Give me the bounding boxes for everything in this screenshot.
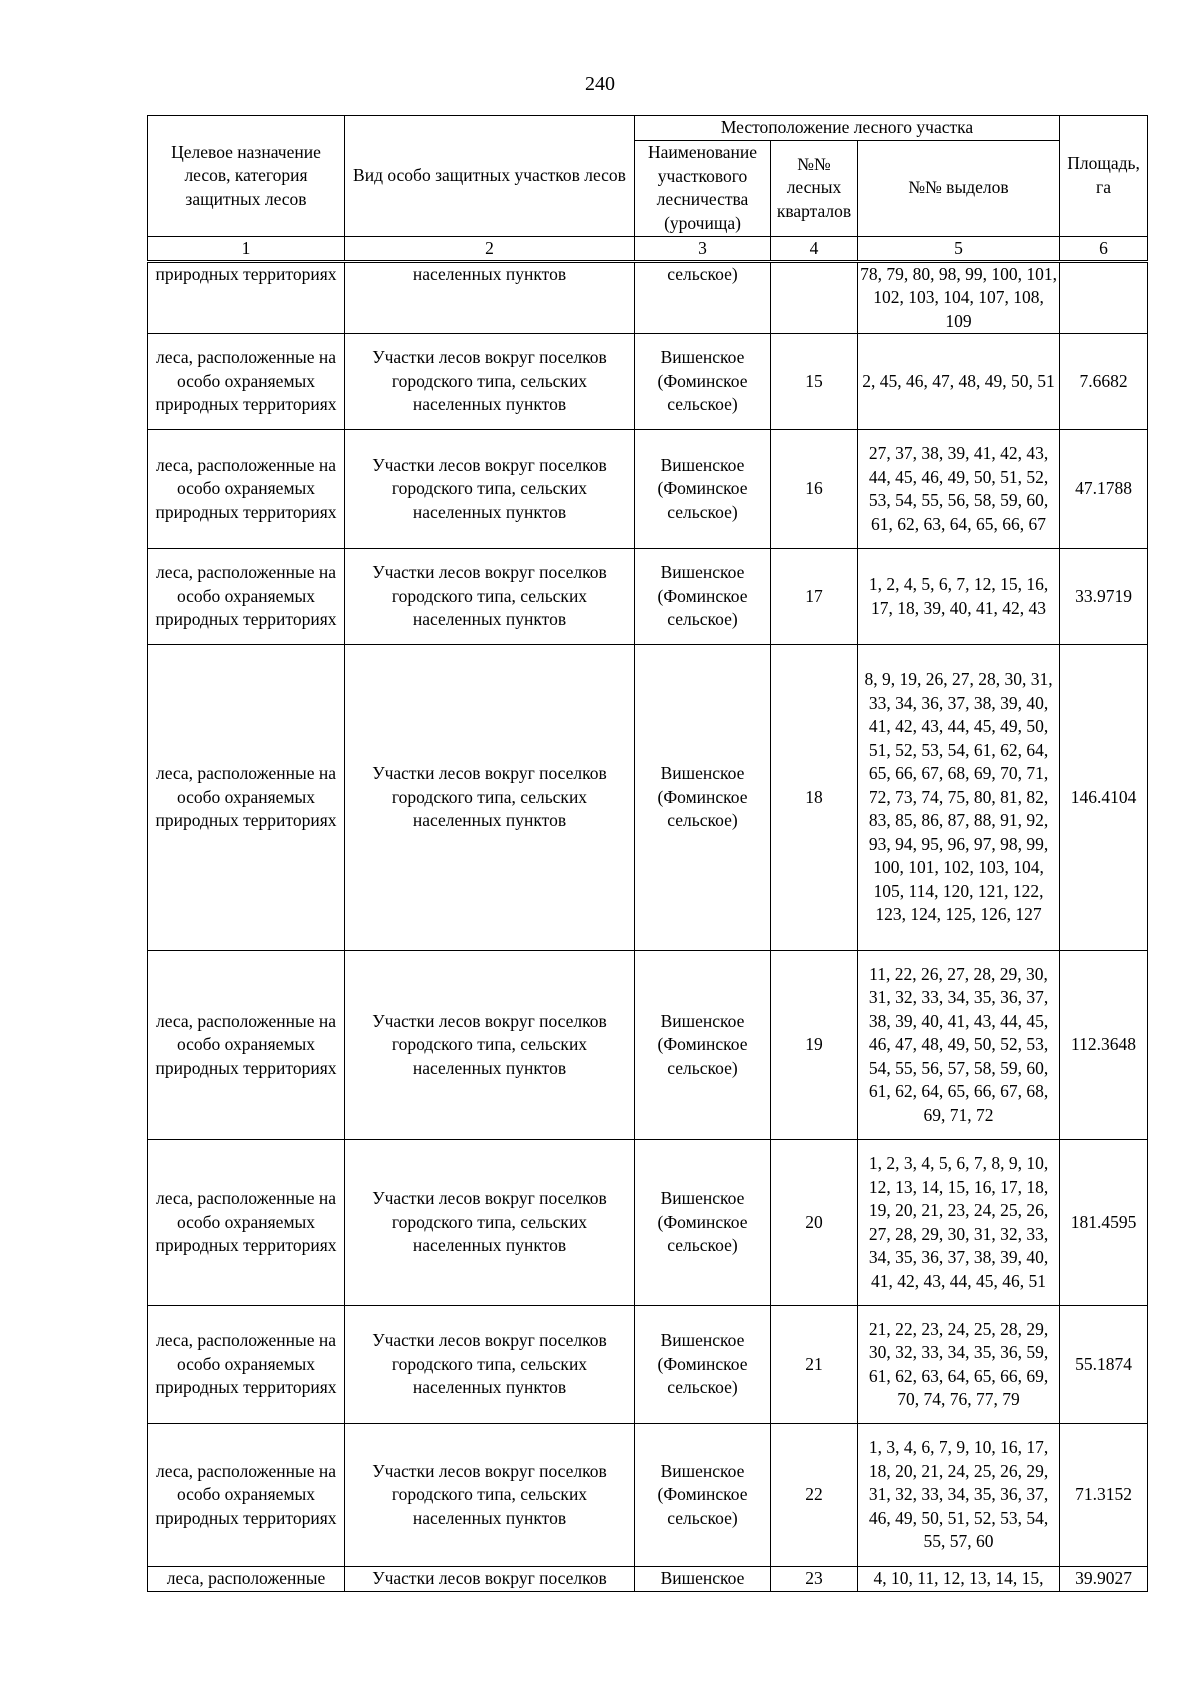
header-location-group: Местоположение лесного участка xyxy=(635,116,1060,141)
cell-purpose: леса, расположенные на особо охраняемых природных территориях xyxy=(148,1424,345,1567)
cell-area: 39.9027 xyxy=(1060,1567,1148,1592)
cell-purpose: леса, расположенные на особо охраняемых природных территориях xyxy=(148,951,345,1140)
cell-type: Участки лесов вокруг поселков городского типа, сельских населенных пунктов xyxy=(345,645,635,951)
cell-area: 146.4104 xyxy=(1060,645,1148,951)
cell-type: Участки лесов вокруг поселков городского типа, сельских населенных пунктов xyxy=(345,1424,635,1567)
cell-plots: 2, 45, 46, 47, 48, 49, 50, 51 xyxy=(858,334,1060,430)
cell-forestry: Вишенское (Фоминское сельское) xyxy=(635,951,771,1140)
forest-plots-table xyxy=(147,115,1148,1592)
page-number: 240 xyxy=(585,73,615,95)
cell-plots: 27, 37, 38, 39, 41, 42, 43, 44, 45, 46, 49, 50, 51, 52, 53, 54, 55, 56, 58, 59, 60, 61, 62, 63, 64, 65, 66, 67 xyxy=(858,430,1060,549)
cell-forestry: Вишенское (Фоминское сельское) xyxy=(635,1140,771,1306)
table-row xyxy=(148,430,1148,549)
cell-forestry: Вишенское (Фоминское сельское) xyxy=(635,549,771,645)
cell-quarter xyxy=(771,261,858,334)
table-row xyxy=(148,1424,1148,1567)
cell-type: Участки лесов вокруг поселков xyxy=(345,1567,635,1592)
cell-type: населенных пунктов xyxy=(345,261,635,334)
table-row xyxy=(148,951,1148,1140)
cell-plots: 78, 79, 80, 98, 99, 100, 101, 102, 103, 104, 107, 108, 109 xyxy=(858,261,1060,334)
cell-type: Участки лесов вокруг поселков городского типа, сельских населенных пунктов xyxy=(345,951,635,1140)
cell-forestry: Вишенское (Фоминское сельское) xyxy=(635,645,771,951)
cell-plots: 8, 9, 19, 26, 27, 28, 30, 31, 33, 34, 36, 37, 38, 39, 40, 41, 42, 43, 44, 45, 49, 50, 51, 52, 53, 54, 61, 62, 64, 65, 66, 67, 68, 69, 70, 71, 72, 73, 74, 75, 80, 81, 82, 83, 85, 86, 87, 88, 91, 92, 93, 94, 95, 96, 97, 98, 99, 100, 101, 102, 103, 104, 105, 114, 120, 121, 122, 123, 124, 125, 126, 127 xyxy=(858,645,1060,951)
header-area: Площадь, га xyxy=(1060,116,1148,237)
cell-purpose: леса, расположенные на особо охраняемых природных территориях xyxy=(148,549,345,645)
cell-quarter: 18 xyxy=(771,645,858,951)
column-number: 3 xyxy=(635,236,771,261)
cell-quarter: 23 xyxy=(771,1567,858,1592)
cell-quarter: 21 xyxy=(771,1306,858,1424)
cell-area: 7.6682 xyxy=(1060,334,1148,430)
cell-quarter: 17 xyxy=(771,549,858,645)
cell-purpose: природных территориях xyxy=(148,261,345,334)
table-row xyxy=(148,1567,1148,1592)
cell-area: 55.1874 xyxy=(1060,1306,1148,1424)
cell-plots: 1, 2, 3, 4, 5, 6, 7, 8, 9, 10, 12, 13, 14, 15, 16, 17, 18, 19, 20, 21, 23, 24, 25, 26, 27, 28, 29, 30, 31, 32, 33, 34, 35, 36, 37, 38, 39, 40, 41, 42, 43, 44, 45, 46, 51 xyxy=(858,1140,1060,1306)
cell-purpose: леса, расположенные xyxy=(148,1567,345,1592)
cell-quarter: 20 xyxy=(771,1140,858,1306)
cell-area: 33.9719 xyxy=(1060,549,1148,645)
cell-purpose: леса, расположенные на особо охраняемых природных территориях xyxy=(148,1140,345,1306)
cell-purpose: леса, расположенные на особо охраняемых природных территориях xyxy=(148,645,345,951)
cell-plots: 1, 3, 4, 6, 7, 9, 10, 16, 17, 18, 20, 21, 24, 25, 26, 29, 31, 32, 33, 34, 35, 36, 37, 46, 49, 50, 51, 52, 53, 54, 55, 57, 60 xyxy=(858,1424,1060,1567)
column-number: 2 xyxy=(345,236,635,261)
table-row xyxy=(148,1140,1148,1306)
table-row xyxy=(148,1306,1148,1424)
column-number: 6 xyxy=(1060,236,1148,261)
cell-type: Участки лесов вокруг поселков городского типа, сельских населенных пунктов xyxy=(345,334,635,430)
cell-type: Участки лесов вокруг поселков городского типа, сельских населенных пунктов xyxy=(345,430,635,549)
table-row xyxy=(148,549,1148,645)
table-row xyxy=(148,334,1148,430)
column-number: 4 xyxy=(771,236,858,261)
cell-area xyxy=(1060,261,1148,334)
cell-type: Участки лесов вокруг поселков городского типа, сельских населенных пунктов xyxy=(345,1306,635,1424)
header-forestry: Наименование участкового лесничества (урочища) xyxy=(635,140,771,236)
cell-plots: 21, 22, 23, 24, 25, 28, 29, 30, 32, 33, 34, 35, 36, 59, 61, 62, 63, 64, 65, 66, 69, 70, 74, 76, 77, 79 xyxy=(858,1306,1060,1424)
table-body xyxy=(148,261,1148,1591)
cell-area: 47.1788 xyxy=(1060,430,1148,549)
cell-forestry: сельское) xyxy=(635,261,771,334)
cell-forestry: Вишенское (Фоминское сельское) xyxy=(635,1306,771,1424)
cell-purpose: леса, расположенные на особо охраняемых природных территориях xyxy=(148,334,345,430)
column-number: 5 xyxy=(858,236,1060,261)
cell-quarter: 16 xyxy=(771,430,858,549)
cell-forestry: Вишенское (Фоминское сельское) xyxy=(635,1424,771,1567)
cell-quarter: 22 xyxy=(771,1424,858,1567)
header-quarter: №№ лесных кварталов xyxy=(771,140,858,236)
cell-type: Участки лесов вокруг поселков городского типа, сельских населенных пунктов xyxy=(345,1140,635,1306)
header-purpose: Целевое назначение лесов, категория защитных лесов xyxy=(148,116,345,237)
cell-type: Участки лесов вокруг поселков городского типа, сельских населенных пунктов xyxy=(345,549,635,645)
cell-forestry: Вишенское (Фоминское сельское) xyxy=(635,430,771,549)
header-type: Вид особо защитных участков лесов xyxy=(345,116,635,237)
cell-area: 181.4595 xyxy=(1060,1140,1148,1306)
cell-forestry: Вишенское xyxy=(635,1567,771,1592)
cell-plots: 11, 22, 26, 27, 28, 29, 30, 31, 32, 33, 34, 35, 36, 37, 38, 39, 40, 41, 43, 44, 45, 46, 47, 48, 49, 50, 52, 53, 54, 55, 56, 57, 58, 59, 60, 61, 62, 64, 65, 66, 67, 68, 69, 71, 72 xyxy=(858,951,1060,1140)
cell-plots: 4, 10, 11, 12, 13, 14, 15, xyxy=(858,1567,1060,1592)
table-row xyxy=(148,261,1148,334)
cell-area: 112.3648 xyxy=(1060,951,1148,1140)
column-number: 1 xyxy=(148,236,345,261)
cell-area: 71.3152 xyxy=(1060,1424,1148,1567)
cell-quarter: 15 xyxy=(771,334,858,430)
cell-purpose: леса, расположенные на особо охраняемых природных территориях xyxy=(148,1306,345,1424)
cell-quarter: 19 xyxy=(771,951,858,1140)
table-header xyxy=(148,116,1148,262)
column-number-row xyxy=(148,236,1148,261)
table-row xyxy=(148,645,1148,951)
cell-forestry: Вишенское (Фоминское сельское) xyxy=(635,334,771,430)
cell-purpose: леса, расположенные на особо охраняемых природных территориях xyxy=(148,430,345,549)
cell-plots: 1, 2, 4, 5, 6, 7, 12, 15, 16, 17, 18, 39, 40, 41, 42, 43 xyxy=(858,549,1060,645)
header-plots: №№ выделов xyxy=(858,140,1060,236)
